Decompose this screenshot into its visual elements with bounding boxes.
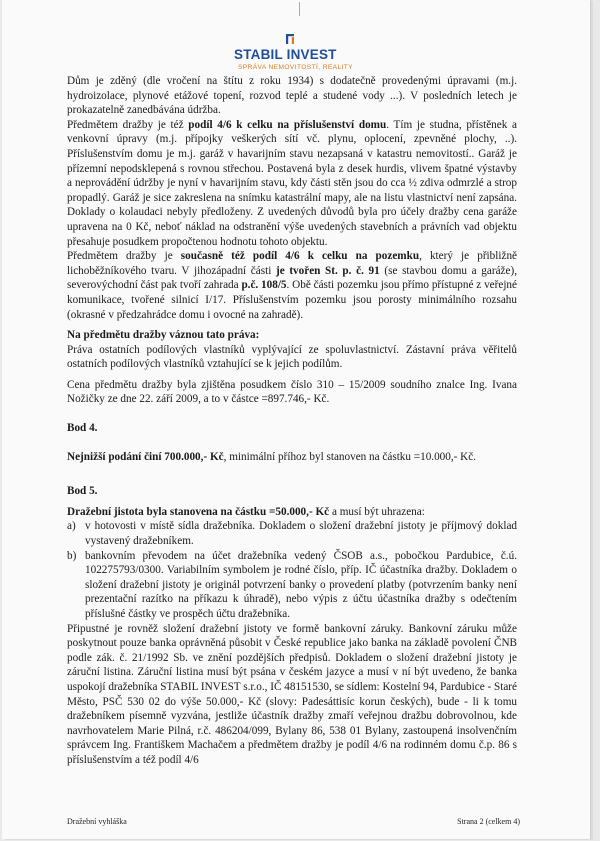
paragraph-accessories: Předmětem dražby je též podíl 4/6 k celku na příslušenství domu. Tím je studna, přístěnek a venkovní úpravy (m.j. přípojky veškerých sítí vč. plynu, oplocení, zpevněné plochy, ..). Příslušenstvím domu je m.j. garáž v havarijním stavu nezapsaná v katastru nemovitostí.. Garáž je přízemní nepodsklepená s rovnou střechou. Postavená byla z desek hurdis, vlivem špatné výstavby a neprovádění údržby je nyní v havarijním stavu, kdy části stěn jsou do cca ½ zdiva odmrzlé a strop propadlý. Garáž je sice zakreslena na snímku katastrální mapy, ale na listu vlastnictví není zapsána. Doklady o kolaudaci nebyly předloženy. Z uvedených důvodů byla pro účely dražby cena garáže upravena na 0 Kč, neboť náklad na odstranění výše uvedených stavebních a právních vad objektu přesahuje posudkem propočtenou hodnotu tohoto objektu. [67, 118, 517, 248]
document-page [2, 0, 590, 839]
accessories-share: podíl 4/6 k celku na příslušenství domu [188, 118, 387, 131]
staple-mark [299, 2, 300, 16]
bod4-text: Nejnižší podání činí 700.000,- Kč, minimální příhoz byl stanoven na částku =10.000,- Kč. [67, 450, 477, 463]
paragraph-land: Předmětem dražby je současně též podíl 4/6 k celku na pozemku, který je přibližně lichoběžníkového tvaru. V jihozápadní části je tvořen St. p. č. 91 (se stavbou domu a garáže), severovýchodní část pak tvoří zahrada p.č. 108/5. Obě části pozemku jsou přímo přístupné z veřejné komunikace, tvořené silnicí I/17. Příslušenstvím pozemku jsou porosty minimálního rozsahu (okrasné v předzahrádce domu i ovocné na zahradě). [67, 250, 518, 321]
encumbrance-heading: Na předmětu dražby váznou tato práva: [67, 329, 260, 342]
paragraph-valuation: Cena předmětu dražby byla zjištěna posudkem číslo 310 – 15/2009 soudního znalce Ing. Ivana Nožičky ze dne 22. září 2009, a to v částce =897.746,- Kč. [67, 378, 517, 406]
logo-icon [284, 34, 296, 46]
footer-page-number: Strana 2 (celkem 4) [457, 817, 520, 826]
land-share: současně též podíl 4/6 k celku na pozemku [180, 250, 420, 263]
paragraph-encumbrances: Práva ostatních podílových vlastníků vyplývající ze spoluvlastnictví. Zástavní práva věřitelů ostatních podílových vlastníků vztahující se k jejich podílům. [67, 343, 517, 371]
list-marker: b) [67, 549, 77, 562]
minimum-bid: Nejnižší podání činí 700.000,- Kč [67, 450, 224, 463]
list-item: b) bankovním převodem na účet dražebníka vedený ČSOB a.s., pobočkou Pardubice, č.ú. 102275793/0300. Variabilním symbolem je rodné číslo, příp. IČ účastníka dražby. Dokladem o složení dražební jistoty je originál potvrzení banky o provedení platby (potvrzením banky není prezentační razítko na příkazu k úhradě), nebo výpis z účtu účastníka dražby s odečtením příslušné částky ve prospěch účtu dražebníka. [67, 549, 517, 620]
payment-options-list [67, 519, 517, 621]
parcel-st-91: je tvořen St. p. č. 91 [275, 264, 380, 277]
bod5-lead: Dražební jistota byla stanovena na částku =50.000,- Kč a musí být uhrazena: [67, 505, 425, 518]
paragraph-bank-guarantee: Připustné je rovněž složení dražební jistoty ve formě bankovní záruky. Bankovní záruku může poskytnout pouze banka oprávněná působit v České republice jako banka na základě povolení ČNB podle zák. č. 21/1992 Sb. ve znění pozdějších předpisů. Dokladem o složení dražební jistoty je záruční listina. Záruční listina musí být psána v českém jazyce a musí v ní být uvedeno, že banka uspokojí dražebníka STABIL INVEST s.r.o., IČ 48151530, se sídlem: Kostelní 94, Pardubice - Staré Město, PSČ 530 02 do výše 50.000,- Kč (slovy: Padesáttisíc korun českých), bude - li k tomu dražebníkem písemně vyzvána, jestliže účastník dražby zmaří veřejnou dražbu dobrovolnou, kde navrhovatelem Marie Pilná, r.č. 486204/099, Bylany 86, 538 01 Bylany, zastoupená insolvenčním správcem Ing. Františkem Machačem a předmětem dražby je podíl 4/6 na rodinném domu č.p. 86 s příslušenstvím a též podíl 4/6 [67, 622, 517, 766]
document-body [67, 74, 517, 768]
page-footer [67, 817, 520, 826]
auction-deposit: Dražební jistota byla stanovena na částku =50.000,- Kč [67, 505, 330, 518]
logo-name: STABIL INVEST [234, 47, 337, 62]
footer-document-name: Dražební vyhláška [67, 817, 127, 826]
logo-tagline: SPRÁVA NEMOVITOSTÍ, REALITY [238, 64, 353, 71]
paragraph-house-description: Dům je zděný (dle vročení na štítu z roku 1934) s dodatečně provedenými úpravami (m.j. hydroizolace, plynové etážové topení, rozvod teplé a studené vody ...). V posledních letech je prokazatelně zanedbávána údržba. [67, 75, 517, 117]
list-marker: a) [67, 520, 76, 533]
list-item: a) v hotovosti v místě sídla dražebníka. Dokladem o složení dražební jistoty je příjmový doklad vystavený dražebníkem. [67, 520, 517, 548]
parcel-108-5: p.č. 108/5 [241, 279, 287, 292]
bod5-heading: Bod 5. [67, 485, 98, 498]
bod4-heading: Bod 4. [67, 422, 98, 435]
